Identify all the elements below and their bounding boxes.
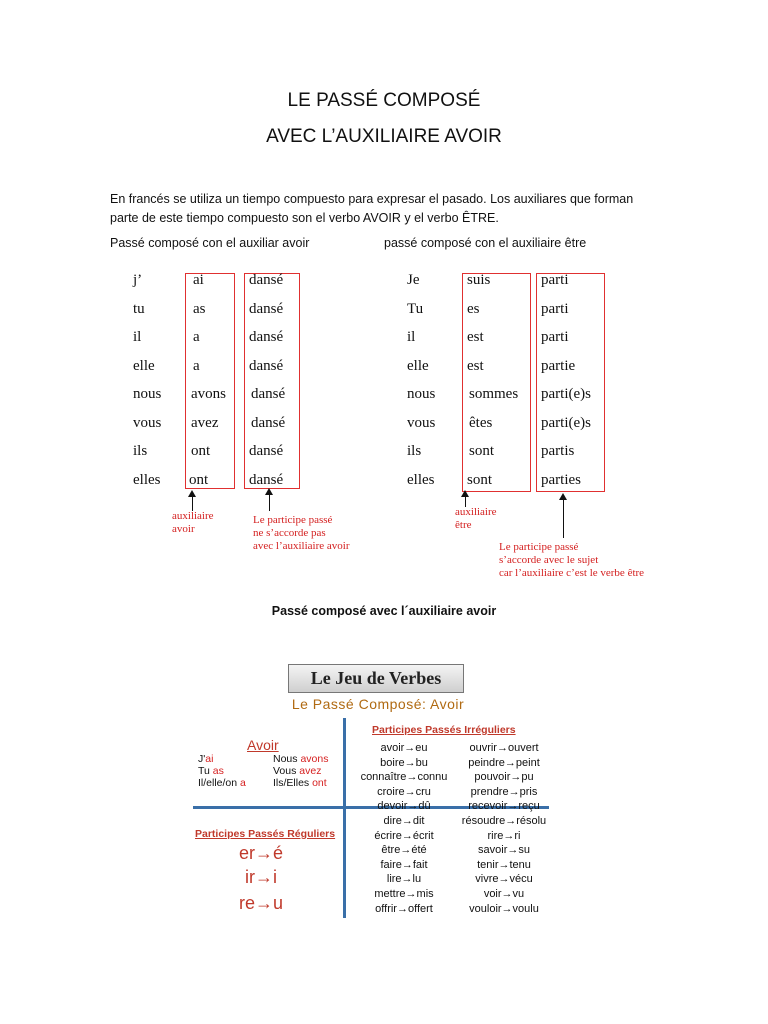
list-item: faire→fait [380,858,428,871]
avoir-participle: dansé [249,301,284,317]
avoir-pronoun: tu [133,301,145,317]
etre-pronoun: vous [407,415,436,431]
regular-heading: Participes Passés Réguliers [195,828,336,840]
jeu-subtitle: Le Passé Composé: Avoir [291,696,465,712]
avoir-pronoun: vous [133,415,162,431]
avoir-participle: dansé [249,358,284,374]
regular-rule: re→u [239,893,284,913]
avoir-pronoun: il [133,329,142,345]
etre-participle: parti [541,329,569,345]
avoir-participle: dansé [251,415,286,431]
page-subtitle: AVEC L’AUXILIAIRE AVOIR [266,126,502,147]
etre-participle: parti [541,301,569,317]
avoir-pronoun: elle [133,358,155,374]
list-item: résoudre→résolu [461,814,547,827]
page-title: LE PASSÉ COMPOSÉ [287,90,481,111]
etre-participle: partis [541,443,575,459]
arrow-right-icon: → [255,843,274,863]
irregular-list-left [356,741,452,916]
irregular-list-right [452,741,556,916]
arrow-up-icon [563,498,564,538]
caption-avoir: Passé composé con el auxiliar avoir [110,236,310,250]
avoir-pronoun: j’ [133,272,143,288]
regular-rule: er→é [239,843,284,863]
avoir-aux: ont [189,472,209,488]
etre-participle: partie [541,358,576,374]
list-item: écrire→écrit [374,829,434,842]
etre-aux: est [467,329,484,345]
avoir-aux: as [193,301,206,317]
list-item: recevoir→reçu [468,800,540,813]
list-item: peindre→peint [468,756,540,769]
avoir-participle: dansé [249,329,284,345]
list-item: prendre→pris [470,785,538,798]
etre-aux: es [467,301,480,317]
list-item: dire→dit [383,814,425,827]
etre-participle: parti(e)s [541,415,591,431]
etre-participle: parti(e)s [541,386,591,402]
list-item: avoir→eu [380,742,428,754]
etre-aux: êtes [469,415,493,431]
avoir-participle: dansé [249,443,284,459]
irregular-heading: Participes Passés Irréguliers [372,724,516,736]
etre-participle: parti [541,272,569,288]
list-item: pouvoir→pu [474,771,534,784]
avoir-pronoun: elles [133,472,161,488]
list-item: vouloir→voulu [469,902,539,915]
etre-pronoun: nous [407,386,436,402]
avoir-conj-right: Nous avons Vous avez Ils/Elles ont [273,753,329,789]
etre-pronoun: Je [407,272,420,288]
avoir-aux-label: auxiliaire avoir [172,510,214,535]
list-item: croire→cru [377,785,431,798]
list-item: devoir→dû [377,800,431,813]
list-item: ouvrir→ouvert [469,742,539,754]
etre-aux: sont [469,443,495,459]
avoir-aux: a [193,329,200,345]
avoir-conj-left: J'ai Tu as Il/elle/on a [198,753,246,789]
etre-pronoun: elles [407,472,435,488]
list-item: tenir→tenu [477,858,531,871]
avoir-aux: a [193,358,200,374]
list-item: mettre→mis [374,887,434,900]
list-item: connaître→connu [360,771,448,784]
intro-line-2: parte de este tiempo compuesto son el verbo AVOIR y el verbo ÊTRE. [110,211,499,225]
avoir-participle-label: Le participe passé ne s’accorde pas avec l’auxiliaire avoir [253,514,350,552]
etre-aux-label: auxiliaire être [455,506,497,531]
list-item: rire→ri [487,829,521,842]
avoir-aux: avez [191,415,219,431]
etre-aux: sommes [469,386,519,402]
jeu-title: Le Jeu de Verbes [288,664,464,693]
avoir-pronoun: nous [133,386,162,402]
caption-etre: passé composé con el auxiliaire être [384,236,587,250]
avoir-aux: ai [193,272,204,288]
etre-aux: sont [467,472,493,488]
section-heading: Passé composé avec l´auxiliaire avoir [271,604,497,618]
etre-participle-label: Le participe passé s’accorde avec le sujet car l’auxiliaire c’est le verbe être [499,541,645,579]
etre-aux: suis [467,272,491,288]
arrow-right-icon: → [255,893,274,913]
avoir-participle: dansé [249,472,284,488]
avoir-heading: Avoir [247,737,279,753]
regular-rule: ir→i [245,867,277,887]
arrow-right-icon: → [255,867,273,887]
avoir-participle: dansé [249,272,284,288]
avoir-aux: avons [191,386,226,402]
intro-line-1: En francés se utiliza un tiempo compuesto para expresar el pasado. Los auxiliares que forman [110,192,634,206]
avoir-participle: dansé [251,386,286,402]
list-item: vivre→vécu [475,873,533,886]
list-item: boire→bu [380,756,428,769]
avoir-pronoun: ils [133,443,148,459]
etre-pronoun: il [407,329,416,345]
list-item: être→été [381,844,427,857]
etre-pronoun: ils [407,443,422,459]
etre-aux: est [467,358,484,374]
list-item: offrir→offert [375,902,433,915]
etre-pronoun: elle [407,358,429,374]
etre-participle: parties [541,472,581,488]
avoir-aux: ont [191,443,211,459]
etre-pronoun: Tu [407,301,424,317]
list-item: savoir→su [478,844,530,857]
list-item: voir→vu [483,887,525,900]
vertical-divider [343,718,346,918]
list-item: lire→lu [386,873,422,886]
